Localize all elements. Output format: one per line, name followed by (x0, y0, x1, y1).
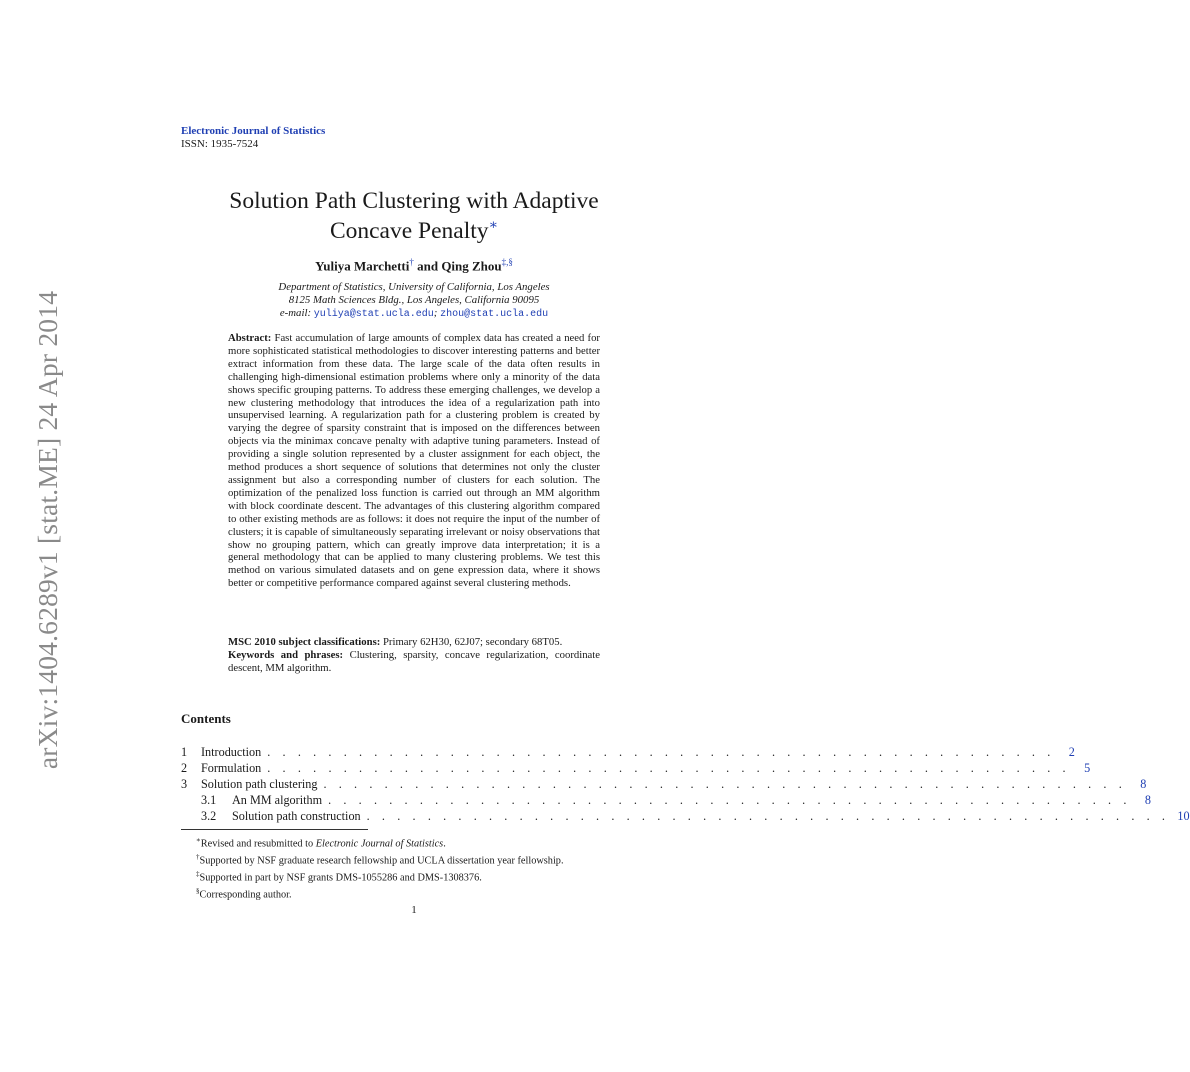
toc-page-link[interactable]: 2 (1068, 745, 1075, 759)
toc-page-link[interactable]: 10 (1177, 809, 1190, 823)
keywords-text: Clustering, sparsity, concave regularization, coordinate descent, MM algorithm. (228, 648, 601, 674)
table-of-contents (181, 744, 1190, 824)
toc-entry-introduction[interactable] (181, 744, 1075, 760)
toc-entry-formulation[interactable] (181, 760, 1091, 776)
abstract-label: Abstract: (228, 332, 272, 344)
toc-number: 3.1 (201, 793, 217, 807)
affiliation (160, 281, 668, 322)
footnote-mark: § (196, 886, 200, 895)
footnotes (196, 834, 564, 902)
title-line-2: Concave Penalty (329, 218, 489, 244)
footnote-4 (196, 885, 564, 902)
footnote-rule (181, 829, 368, 830)
email-separator: ; (433, 307, 441, 320)
toc-page-link[interactable]: 8 (1144, 793, 1151, 807)
toc-label: Introduction (201, 745, 262, 759)
abstract-text: Fast accumulation of large amounts of complex data has created a need for more sophisticated statistical methodologies to discover interesting patterns and better extract information from these data. The large scale of the data often results in challenging high-dimensional estimation problems where only a minority of the data shows specific grouping patterns. To address these emerging challenges, we develop a new clustering methodology that introduces the idea of a regularization path into unsupervised learning. A regularization path for a clustering problem is created by varying the degree of sparsity constraint that is imposed on the differences between objects via the minimax concave penalty with adaptive tuning parameters. Instead of providing a single solution represented by a cluster assignment for each object, the method produces a short sequence of solutions that determines not only the cluster assignment but also a corresponding number of clusters for each solution. The optimization of the penalized loss function is carried out through an MM algorithm with block coordinate descent. The advantages of this clustering algorithm compared to other existing methods are as follows: it does not require the input of the number of clusters; it is capable of simultaneously separating irrelevant or noisy observations that show no grouping pattern, which can greatly improve data interpretation; it is a general methodology that can be applied to many clustering problems. We test this method on various simulated datasets and on gene expression data, where it shows better or competitive performance compared against several clustering methods. (228, 332, 600, 590)
footnote-1 (196, 834, 564, 851)
toc-leader: . . . . . . . . . . . . . . . . . . . . . . . . . . . . . . . . . . . . . . . . . . . . . . . . . . . . . (328, 793, 1131, 807)
author-2: Qing Zhou (441, 258, 502, 274)
footnote-mark: ‡ (196, 869, 200, 878)
toc-page-link[interactable]: 5 (1084, 761, 1091, 775)
author-1: Yuliya Marchetti (315, 258, 410, 274)
toc-page-link[interactable]: 8 (1140, 777, 1147, 791)
footnote-text: Revised and resubmitted to (200, 838, 316, 850)
title-line-1: Solution Path Clustering with Adaptive (229, 188, 599, 214)
authors-and: and (413, 258, 442, 274)
toc-number: 1 (181, 745, 188, 759)
arxiv-stamp-text: arXiv:1404.6289v1 [stat.ME] 24 Apr 2014 (32, 290, 63, 770)
footnote-mark: ∗ (196, 836, 201, 844)
page-number: 1 (411, 904, 417, 916)
toc-leader: . . . . . . . . . . . . . . . . . . . . . . . . . . . . . . . . . . . . . . . . . . . . . . . . . . . . . (323, 777, 1127, 791)
author-1-mark[interactable]: † (409, 257, 414, 267)
toc-entry-solution-path-clustering[interactable] (181, 776, 1147, 792)
keywords-label: Keywords and phrases: (228, 648, 344, 661)
footnote-2 (196, 851, 564, 868)
title-footnote-mark[interactable]: ∗ (488, 218, 499, 234)
toc-number: 2 (181, 761, 188, 775)
journal-name-link[interactable]: Electronic Journal of Statistics (181, 125, 326, 137)
toc-leader: . . . . . . . . . . . . . . . . . . . . . . . . . . . . . . . . . . . . . . . . . . . . . . . . . . . . . (267, 761, 1071, 775)
journal-issn: ISSN: 1935-7524 (181, 138, 259, 150)
toc-label: Solution path construction (232, 809, 361, 823)
contents-heading: Contents (181, 711, 231, 726)
msc-label: MSC 2010 subject classifications: (228, 636, 381, 648)
toc-label: Formulation (201, 761, 262, 775)
toc-label: Solution path clustering (201, 777, 318, 791)
toc-number: 3.2 (201, 809, 217, 823)
journal-header (181, 125, 325, 151)
footnote-text: Supported by NSF graduate research fellowship and UCLA dissertation year fellowship. (199, 855, 564, 867)
classifications (228, 636, 600, 675)
email-label: e-mail: (279, 307, 314, 320)
toc-leader: . . . . . . . . . . . . . . . . . . . . . . . . . . . . . . . . . . . . . . . . . . . . . . . . . . . . . (366, 809, 1170, 823)
authors (160, 257, 668, 274)
toc-label: An MM algorithm (232, 793, 323, 807)
email-link-2[interactable]: zhou@stat.ucla.edu (440, 309, 549, 321)
affiliation-line-2: 8125 Math Sciences Bldg., Los Angeles, California 90095 (288, 294, 540, 307)
affiliation-line-1: Department of Statistics, University of California, Los Angeles (278, 281, 550, 293)
abstract (228, 332, 600, 590)
footnote-text: Supported in part by NSF grants DMS-1055286 and DMS-1308376. (199, 872, 482, 884)
toc-leader: . . . . . . . . . . . . . . . . . . . . . . . . . . . . . . . . . . . . . . . . . . . . . . . . . . . . (267, 745, 1055, 759)
email-link-1[interactable]: yuliya@stat.ucla.edu (313, 309, 434, 321)
footnote-text-end: . (443, 838, 446, 850)
footnote-3 (196, 868, 564, 885)
toc-entry-mm-algorithm[interactable] (181, 792, 1151, 808)
footnote-mark: † (196, 852, 200, 861)
footnote-text: Corresponding author. (199, 889, 292, 901)
toc-entry-solution-path-construction[interactable] (181, 808, 1190, 824)
footnote-text-italic: Electronic Journal of Statistics (315, 838, 444, 850)
toc-number: 3 (181, 777, 188, 791)
author-2-mark[interactable]: ‡,§ (501, 257, 513, 267)
paper-title (160, 186, 668, 246)
msc-text: Primary 62H30, 62J07; secondary 68T05. (380, 636, 563, 648)
